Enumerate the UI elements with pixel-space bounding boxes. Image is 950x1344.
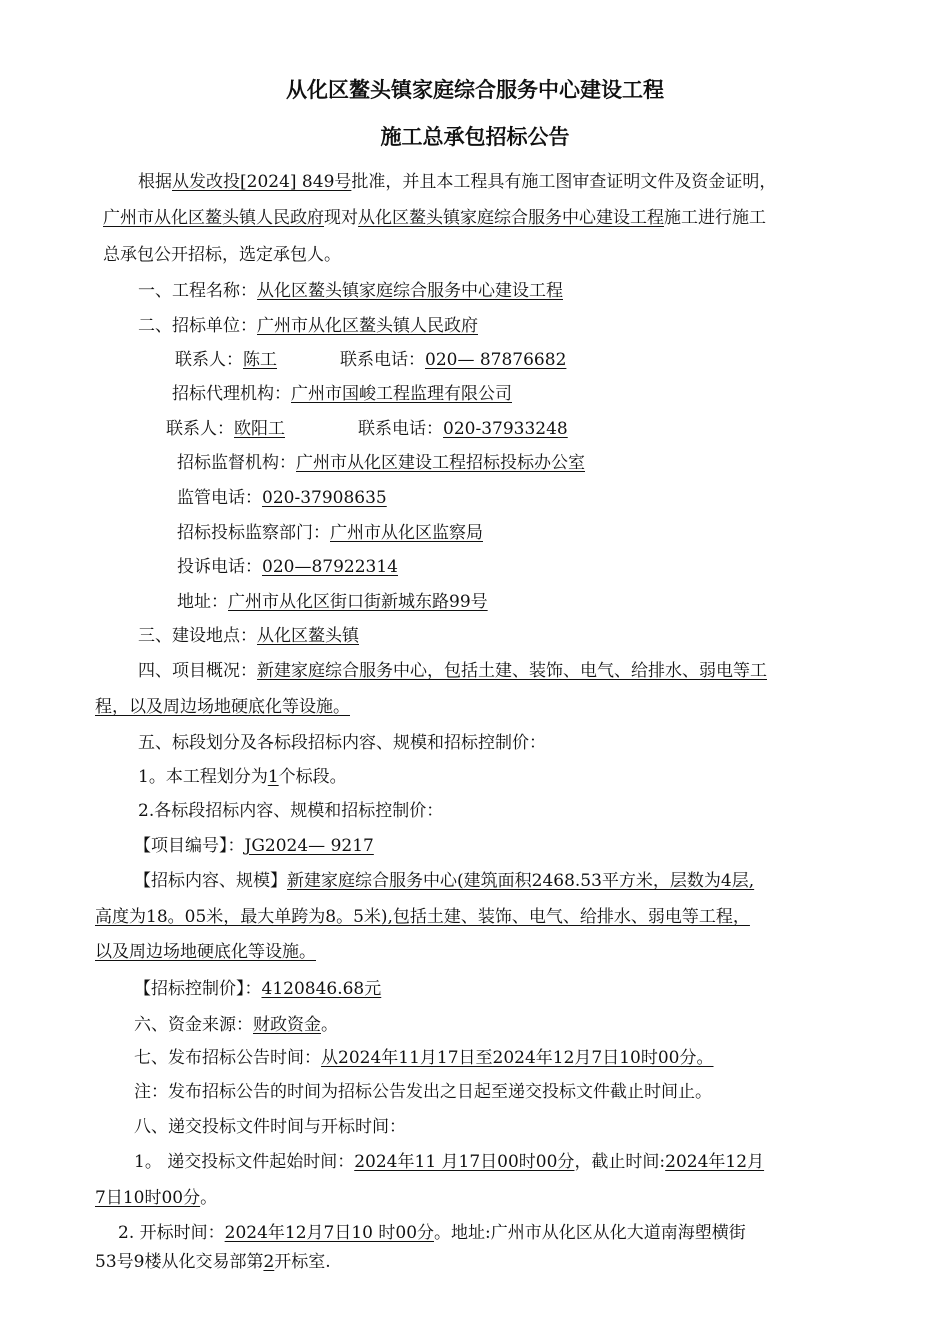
- tenderer-name: 广州市从化区鳌头镇人民政府: [257, 316, 478, 336]
- document-title: 从化区鳌头镇家庭综合服务中心建设工程: [286, 78, 664, 102]
- content-text-3: 以及周边场地硬底化等设施。: [95, 942, 316, 962]
- opening-room: 2: [263, 1252, 275, 1272]
- lot-count: 1: [267, 767, 279, 787]
- opening-row-1: 2. 开标时间：2024年12月7日10 时00分。地址:广州市从化区从化大道南海塱横街: [118, 1223, 746, 1243]
- location: 从化区鳌头镇: [257, 626, 359, 646]
- monitor-row: 招标投标监察部门：广州市从化区监察局: [177, 523, 483, 543]
- lots-item-2: 2.各标段招标内容、规模和招标控制价：: [138, 801, 444, 821]
- tenderer-contact-row: 联系人：陈工: [175, 350, 277, 370]
- control-price-row: 【招标控制价】：4120846.68元: [134, 979, 382, 999]
- tenderer-contact: 陈工: [243, 350, 277, 370]
- tenderer-phone: 020— 87876682: [425, 350, 567, 370]
- section-submission-heading: 八、递交投标文件时间与开标时间：: [134, 1117, 406, 1137]
- section-lots-heading: 五、标段划分及各标段招标内容、规模和招标控制价：: [138, 733, 546, 753]
- address-row: 地址：广州市从化区街口街新城东路99号: [177, 592, 488, 612]
- tenderer-ref: 广州市从化区鳌头镇人民政府: [103, 208, 324, 228]
- project-code-row: 【项目编号】：JG2024— 9217: [134, 836, 374, 856]
- agency-name: 广州市国峻工程监理有限公司: [291, 384, 512, 404]
- address: 广州市从化区街口街新城东路99号: [228, 592, 488, 612]
- section-overview-line-1: 四、项目概况：新建家庭综合服务中心，包括土建、装饰、电气、给排水、弱电等工: [138, 661, 767, 681]
- content-row-1: 【招标内容、规模】新建家庭综合服务中心(建筑面积2468.53平方米，层数为4层,: [134, 871, 755, 891]
- opening-time: 2024年12月7日10 时00分: [224, 1223, 435, 1243]
- agency-phone: 020-37933248: [443, 419, 568, 439]
- submission-end-b: 7日10时00分: [95, 1188, 201, 1208]
- publish-time: 从2024年11月17日至2024年12月7日10时00分。: [321, 1048, 714, 1068]
- intro-line-3: 总承包公开招标，选定承包人。: [103, 245, 341, 265]
- supervisor-phone: 020-37908635: [262, 488, 387, 508]
- submission-row-1: 1。 递交投标文件起始时间：2024年11 月17日00时00分，截止时间:2024年12月: [134, 1152, 765, 1172]
- content-text-1: 新建家庭综合服务中心(建筑面积2468.53平方米，层数为4层,: [287, 871, 755, 891]
- supervisor-row: 招标监督机构：广州市从化区建设工程招标投标办公室: [177, 453, 585, 473]
- monitor-name: 广州市从化区监察局: [330, 523, 483, 543]
- content-row-3: [95, 940, 316, 964]
- opening-row-2: 53号9楼从化交易部第2开标室.: [95, 1252, 331, 1272]
- publish-note: 注：发布招标公告的时间为招标公告发出之日起至递交投标文件截止时间止。: [134, 1082, 712, 1102]
- section-tenderer: 二、招标单位：广州市从化区鳌头镇人民政府: [138, 316, 478, 336]
- agency-phone-row: 联系电话：020-37933248: [358, 419, 568, 439]
- section-funding: 六、资金来源：财政资金。: [134, 1015, 338, 1035]
- section-publish-time: 七、发布招标公告时间：从2024年11月17日至2024年12月7日10时00分。: [134, 1048, 714, 1068]
- agency-contact: 欧阳工: [234, 419, 285, 439]
- section-overview-line-2: [95, 695, 350, 719]
- content-row-2: [95, 905, 750, 929]
- complaint-phone: 020—87922314: [262, 557, 398, 577]
- funding-source: 财政资金: [253, 1015, 321, 1035]
- approval-number: 从发改投[2024] 849号: [172, 172, 352, 192]
- project-code: JG2024— 9217: [244, 836, 374, 856]
- overview-text-2: 程，以及周边场地硬底化等设施。: [95, 697, 350, 717]
- submission-row-2: 7日10时00分。: [95, 1188, 218, 1208]
- intro-line-2: 广州市从化区鳌头镇人民政府现对从化区鳌头镇家庭综合服务中心建设工程施工进行施工: [103, 208, 766, 228]
- content-text-2: 高度为18。05米，最大单跨为8。5米),包括土建、装饰、电气、给排水、弱电等工程，: [95, 907, 750, 927]
- supervisor-phone-row: 监管电话：020-37908635: [177, 488, 387, 508]
- agency-contact-row: 联系人：欧阳工: [166, 419, 285, 439]
- document-subtitle: 施工总承包招标公告: [380, 125, 570, 149]
- section-location: 三、建设地点：从化区鳌头镇: [138, 626, 359, 646]
- intro-line-1: 根据从发改投[2024] 849号批准，并且本工程具有施工图审查证明文件及资金证明，: [138, 172, 777, 192]
- project-ref: 从化区鳌头镇家庭综合服务中心建设工程: [358, 208, 664, 228]
- tenderer-phone-row: 联系电话：020— 87876682: [340, 350, 567, 370]
- overview-text-1: 新建家庭综合服务中心，包括土建、装饰、电气、给排水、弱电等工: [257, 661, 767, 681]
- lots-item-1: 1。本工程划分为1个标段。: [138, 767, 347, 787]
- agency-row: 招标代理机构：广州市国峻工程监理有限公司: [172, 384, 512, 404]
- supervisor-name: 广州市从化区建设工程招标投标办公室: [296, 453, 585, 473]
- section-project-name: 一、工程名称：从化区鳌头镇家庭综合服务中心建设工程: [138, 281, 563, 301]
- control-price: 4120846.68元: [261, 979, 382, 999]
- complaint-row: 投诉电话：020—87922314: [177, 557, 398, 577]
- submission-start: 2024年11 月17日00时00分: [354, 1152, 575, 1172]
- submission-end-a: 2024年12月: [665, 1152, 765, 1172]
- project-name: 从化区鳌头镇家庭综合服务中心建设工程: [257, 281, 563, 301]
